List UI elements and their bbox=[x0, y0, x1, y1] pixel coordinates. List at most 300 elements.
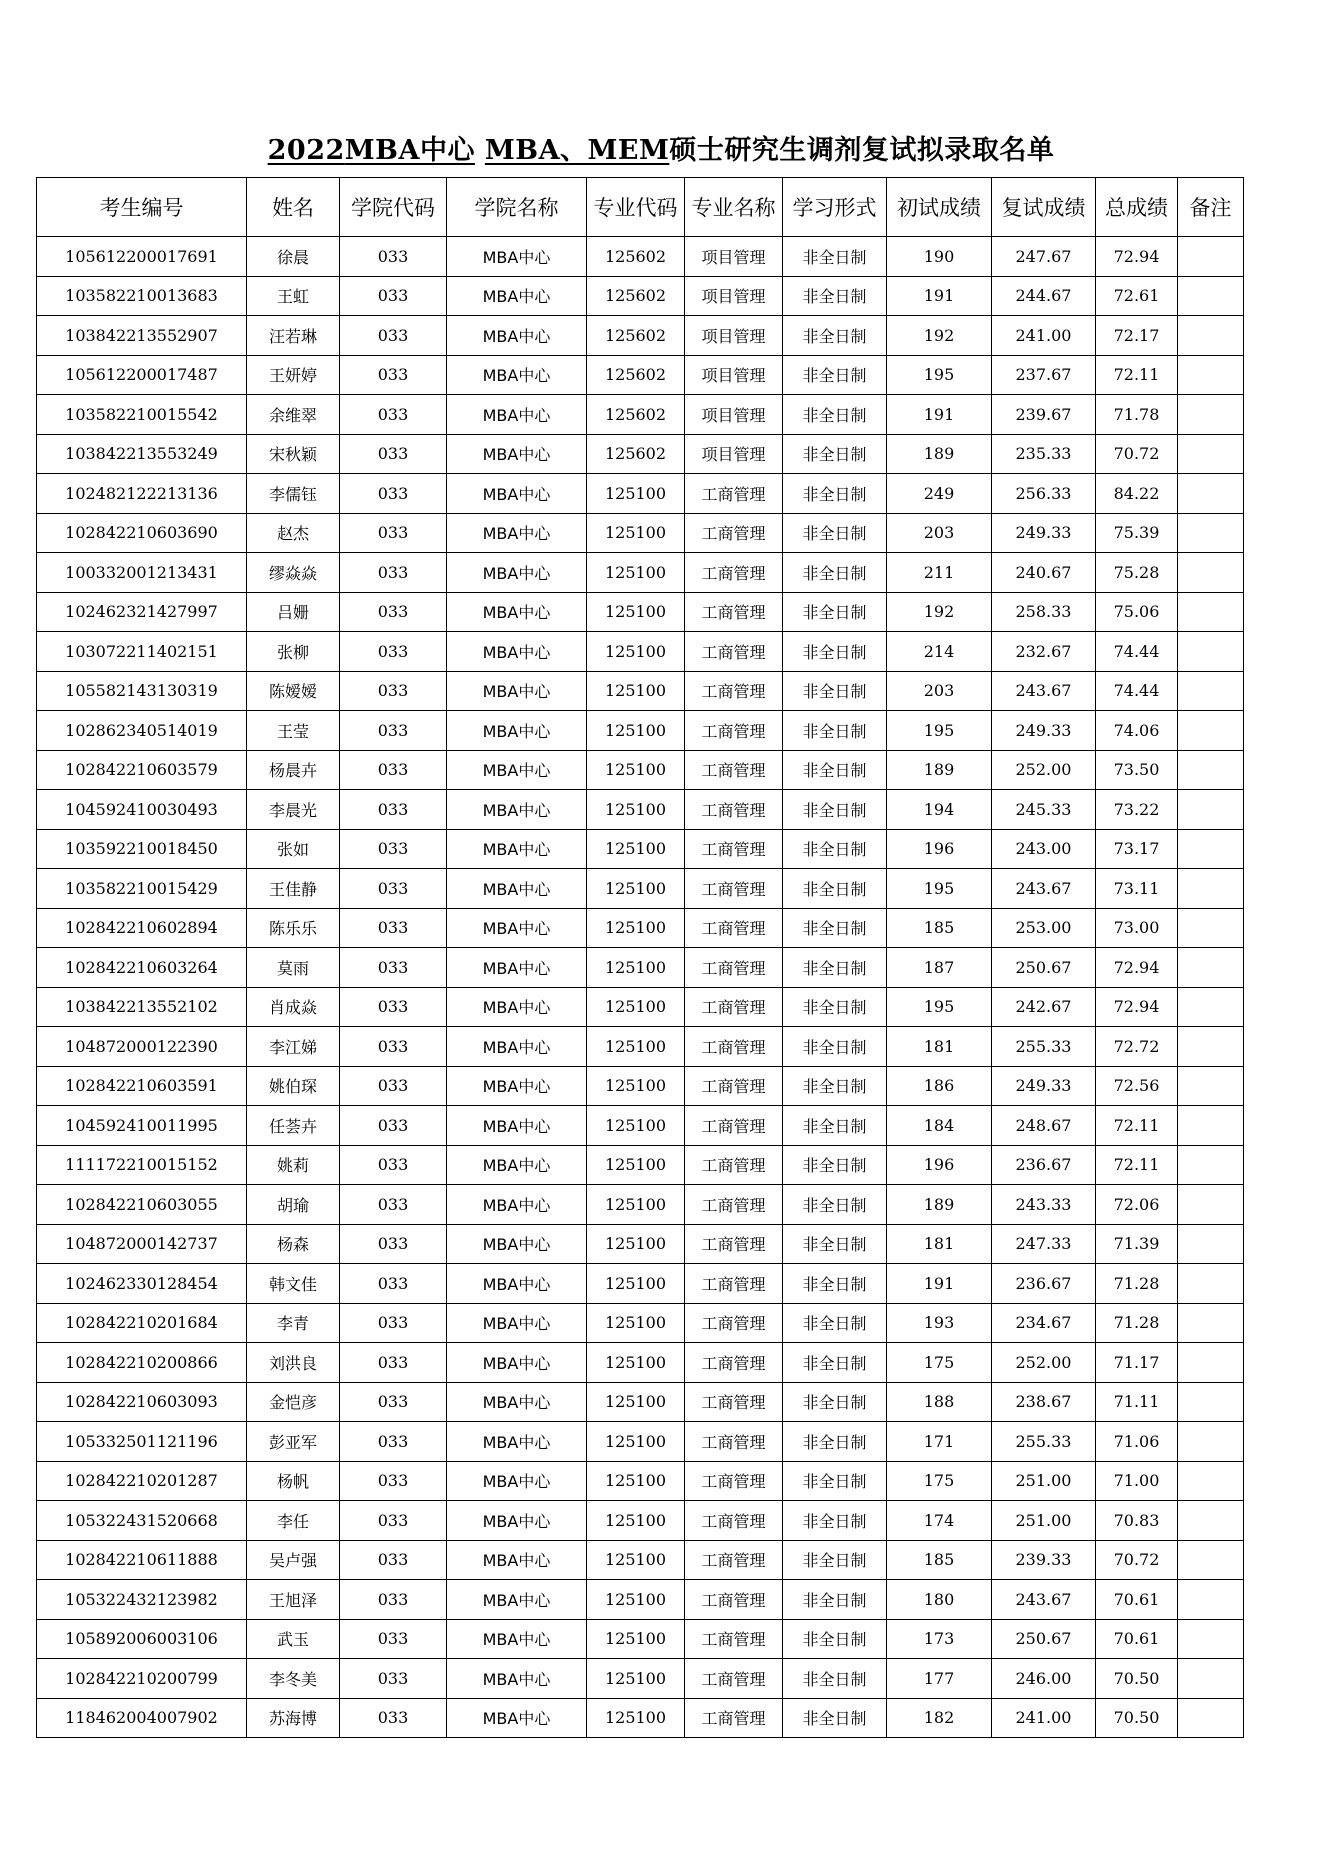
cell-exam-id: 102842210603690 bbox=[37, 513, 247, 553]
cell-major-name: 工商管理 bbox=[685, 1501, 783, 1541]
cell-name: 莫雨 bbox=[247, 948, 340, 988]
column-header-remark: 备注 bbox=[1178, 178, 1244, 237]
cell-prelim-score: 249 bbox=[887, 474, 992, 514]
cell-name: 姚伯琛 bbox=[247, 1066, 340, 1106]
cell-college-code: 033 bbox=[340, 750, 447, 790]
cell-retest-score: 236.67 bbox=[992, 1145, 1096, 1185]
cell-exam-id: 118462004007902 bbox=[37, 1698, 247, 1738]
cell-major-name: 工商管理 bbox=[685, 711, 783, 751]
cell-exam-id: 102842210201287 bbox=[37, 1461, 247, 1501]
cell-college-name: MBA中心 bbox=[447, 750, 587, 790]
cell-remark bbox=[1178, 1659, 1244, 1699]
document-title bbox=[0, 128, 1322, 167]
cell-college-name: MBA中心 bbox=[447, 987, 587, 1027]
cell-remark bbox=[1178, 1303, 1244, 1343]
table-row bbox=[37, 1027, 1244, 1067]
table-row bbox=[37, 829, 1244, 869]
cell-prelim-score: 188 bbox=[887, 1382, 992, 1422]
cell-major-code: 125100 bbox=[587, 750, 685, 790]
cell-major-code: 125100 bbox=[587, 987, 685, 1027]
cell-name: 彭亚军 bbox=[247, 1422, 340, 1462]
cell-major-code: 125100 bbox=[587, 1224, 685, 1264]
cell-exam-id: 104872000142737 bbox=[37, 1224, 247, 1264]
cell-major-code: 125602 bbox=[587, 237, 685, 277]
cell-college-code: 033 bbox=[340, 790, 447, 830]
cell-college-code: 033 bbox=[340, 987, 447, 1027]
cell-prelim-score: 194 bbox=[887, 790, 992, 830]
table-row bbox=[37, 553, 1244, 593]
cell-college-code: 033 bbox=[340, 869, 447, 909]
cell-college-code: 033 bbox=[340, 276, 447, 316]
cell-remark bbox=[1178, 711, 1244, 751]
cell-study-mode: 非全日制 bbox=[783, 355, 887, 395]
cell-prelim-score: 191 bbox=[887, 276, 992, 316]
cell-total-score: 71.28 bbox=[1096, 1264, 1178, 1304]
cell-name: 刘洪良 bbox=[247, 1343, 340, 1383]
table-row bbox=[37, 355, 1244, 395]
cell-retest-score: 236.67 bbox=[992, 1264, 1096, 1304]
cell-name: 王佳静 bbox=[247, 869, 340, 909]
cell-prelim-score: 174 bbox=[887, 1501, 992, 1541]
cell-study-mode: 非全日制 bbox=[783, 276, 887, 316]
table-row bbox=[37, 1343, 1244, 1383]
cell-college-name: MBA中心 bbox=[447, 1501, 587, 1541]
cell-major-code: 125100 bbox=[587, 1027, 685, 1067]
cell-college-code: 033 bbox=[340, 711, 447, 751]
cell-major-code: 125100 bbox=[587, 553, 685, 593]
cell-prelim-score: 196 bbox=[887, 1145, 992, 1185]
cell-study-mode: 非全日制 bbox=[783, 1106, 887, 1146]
cell-name: 李任 bbox=[247, 1501, 340, 1541]
cell-college-name: MBA中心 bbox=[447, 1224, 587, 1264]
cell-college-code: 033 bbox=[340, 553, 447, 593]
cell-major-code: 125602 bbox=[587, 434, 685, 474]
cell-study-mode: 非全日制 bbox=[783, 1303, 887, 1343]
cell-retest-score: 255.33 bbox=[992, 1422, 1096, 1462]
cell-major-name: 工商管理 bbox=[685, 790, 783, 830]
column-header-study-mode: 学习形式 bbox=[783, 178, 887, 237]
cell-major-name: 项目管理 bbox=[685, 395, 783, 435]
cell-major-name: 工商管理 bbox=[685, 1185, 783, 1225]
cell-total-score: 70.50 bbox=[1096, 1659, 1178, 1699]
cell-retest-score: 232.67 bbox=[992, 632, 1096, 672]
column-header-major-code: 专业代码 bbox=[587, 178, 685, 237]
cell-college-code: 033 bbox=[340, 948, 447, 988]
cell-name: 宋秋颖 bbox=[247, 434, 340, 474]
cell-college-code: 033 bbox=[340, 908, 447, 948]
cell-major-name: 工商管理 bbox=[685, 908, 783, 948]
cell-major-name: 工商管理 bbox=[685, 1027, 783, 1067]
table-row bbox=[37, 1619, 1244, 1659]
cell-exam-id: 105332501121196 bbox=[37, 1422, 247, 1462]
cell-major-name: 工商管理 bbox=[685, 592, 783, 632]
cell-remark bbox=[1178, 1619, 1244, 1659]
cell-exam-id: 102862340514019 bbox=[37, 711, 247, 751]
table-row bbox=[37, 1106, 1244, 1146]
cell-college-name: MBA中心 bbox=[447, 1461, 587, 1501]
cell-college-name: MBA中心 bbox=[447, 1698, 587, 1738]
cell-prelim-score: 203 bbox=[887, 513, 992, 553]
cell-retest-score: 239.67 bbox=[992, 395, 1096, 435]
cell-remark bbox=[1178, 1461, 1244, 1501]
cell-study-mode: 非全日制 bbox=[783, 671, 887, 711]
cell-major-name: 工商管理 bbox=[685, 1224, 783, 1264]
cell-college-name: MBA中心 bbox=[447, 1264, 587, 1304]
cell-college-code: 033 bbox=[340, 1027, 447, 1067]
cell-retest-score: 243.67 bbox=[992, 1580, 1096, 1620]
cell-study-mode: 非全日制 bbox=[783, 790, 887, 830]
cell-remark bbox=[1178, 987, 1244, 1027]
cell-remark bbox=[1178, 1422, 1244, 1462]
cell-study-mode: 非全日制 bbox=[783, 711, 887, 751]
table-row bbox=[37, 1066, 1244, 1106]
cell-college-name: MBA中心 bbox=[447, 671, 587, 711]
cell-exam-id: 102482122213136 bbox=[37, 474, 247, 514]
cell-retest-score: 258.33 bbox=[992, 592, 1096, 632]
cell-major-name: 工商管理 bbox=[685, 1461, 783, 1501]
cell-study-mode: 非全日制 bbox=[783, 632, 887, 672]
cell-major-code: 125602 bbox=[587, 395, 685, 435]
cell-prelim-score: 171 bbox=[887, 1422, 992, 1462]
cell-name: 余维翠 bbox=[247, 395, 340, 435]
cell-name: 金恺彦 bbox=[247, 1382, 340, 1422]
cell-remark bbox=[1178, 869, 1244, 909]
cell-total-score: 70.50 bbox=[1096, 1698, 1178, 1738]
cell-name: 陈乐乐 bbox=[247, 908, 340, 948]
cell-exam-id: 103582210013683 bbox=[37, 276, 247, 316]
cell-college-name: MBA中心 bbox=[447, 1619, 587, 1659]
cell-remark bbox=[1178, 355, 1244, 395]
cell-study-mode: 非全日制 bbox=[783, 316, 887, 356]
title-suffix: 硕士研究生调剂复试拟录取名单 bbox=[669, 135, 1055, 166]
cell-study-mode: 非全日制 bbox=[783, 1066, 887, 1106]
cell-name: 任荟卉 bbox=[247, 1106, 340, 1146]
cell-major-code: 125100 bbox=[587, 869, 685, 909]
cell-study-mode: 非全日制 bbox=[783, 1698, 887, 1738]
cell-remark bbox=[1178, 750, 1244, 790]
cell-retest-score: 252.00 bbox=[992, 750, 1096, 790]
title-year: 2022 bbox=[267, 135, 345, 166]
cell-college-code: 033 bbox=[340, 474, 447, 514]
cell-prelim-score: 177 bbox=[887, 1659, 992, 1699]
cell-remark bbox=[1178, 474, 1244, 514]
cell-major-name: 工商管理 bbox=[685, 1066, 783, 1106]
cell-remark bbox=[1178, 948, 1244, 988]
cell-exam-id: 102842210603579 bbox=[37, 750, 247, 790]
cell-exam-id: 104592410030493 bbox=[37, 790, 247, 830]
cell-total-score: 71.00 bbox=[1096, 1461, 1178, 1501]
cell-college-code: 033 bbox=[340, 1698, 447, 1738]
cell-prelim-score: 173 bbox=[887, 1619, 992, 1659]
cell-exam-id: 102842210200799 bbox=[37, 1659, 247, 1699]
cell-college-code: 033 bbox=[340, 671, 447, 711]
cell-retest-score: 248.67 bbox=[992, 1106, 1096, 1146]
table-row bbox=[37, 1185, 1244, 1225]
cell-prelim-score: 193 bbox=[887, 1303, 992, 1343]
cell-remark bbox=[1178, 790, 1244, 830]
cell-college-code: 033 bbox=[340, 1224, 447, 1264]
cell-name: 张柳 bbox=[247, 632, 340, 672]
cell-major-code: 125602 bbox=[587, 276, 685, 316]
table-row bbox=[37, 1698, 1244, 1738]
cell-exam-id: 103072211402151 bbox=[37, 632, 247, 672]
cell-retest-score: 247.33 bbox=[992, 1224, 1096, 1264]
cell-exam-id: 103842213553249 bbox=[37, 434, 247, 474]
cell-name: 苏海博 bbox=[247, 1698, 340, 1738]
cell-total-score: 70.61 bbox=[1096, 1580, 1178, 1620]
table-row bbox=[37, 1382, 1244, 1422]
cell-college-code: 033 bbox=[340, 1461, 447, 1501]
cell-college-code: 033 bbox=[340, 1145, 447, 1185]
cell-name: 王莹 bbox=[247, 711, 340, 751]
cell-college-name: MBA中心 bbox=[447, 1303, 587, 1343]
cell-prelim-score: 196 bbox=[887, 829, 992, 869]
cell-college-name: MBA中心 bbox=[447, 513, 587, 553]
table-row bbox=[37, 434, 1244, 474]
cell-college-code: 033 bbox=[340, 1580, 447, 1620]
cell-name: 李青 bbox=[247, 1303, 340, 1343]
cell-major-name: 工商管理 bbox=[685, 553, 783, 593]
cell-prelim-score: 185 bbox=[887, 908, 992, 948]
cell-major-code: 125100 bbox=[587, 829, 685, 869]
cell-total-score: 72.11 bbox=[1096, 1106, 1178, 1146]
cell-prelim-score: 189 bbox=[887, 1185, 992, 1225]
cell-remark bbox=[1178, 395, 1244, 435]
cell-major-name: 项目管理 bbox=[685, 276, 783, 316]
cell-name: 杨晨卉 bbox=[247, 750, 340, 790]
cell-exam-id: 111172210015152 bbox=[37, 1145, 247, 1185]
cell-name: 徐晨 bbox=[247, 237, 340, 277]
cell-name: 缪焱焱 bbox=[247, 553, 340, 593]
cell-remark bbox=[1178, 1027, 1244, 1067]
cell-total-score: 72.11 bbox=[1096, 1145, 1178, 1185]
cell-name: 张如 bbox=[247, 829, 340, 869]
cell-college-code: 033 bbox=[340, 592, 447, 632]
cell-retest-score: 244.67 bbox=[992, 276, 1096, 316]
cell-name: 赵杰 bbox=[247, 513, 340, 553]
cell-college-name: MBA中心 bbox=[447, 553, 587, 593]
column-header-college-code: 学院代码 bbox=[340, 178, 447, 237]
cell-remark bbox=[1178, 829, 1244, 869]
cell-major-code: 125100 bbox=[587, 1659, 685, 1699]
cell-retest-score: 251.00 bbox=[992, 1501, 1096, 1541]
cell-total-score: 71.39 bbox=[1096, 1224, 1178, 1264]
cell-study-mode: 非全日制 bbox=[783, 1382, 887, 1422]
table-row bbox=[37, 1540, 1244, 1580]
cell-name: 王妍婷 bbox=[247, 355, 340, 395]
cell-exam-id: 105582143130319 bbox=[37, 671, 247, 711]
cell-major-name: 项目管理 bbox=[685, 434, 783, 474]
cell-major-name: 工商管理 bbox=[685, 1580, 783, 1620]
cell-total-score: 72.94 bbox=[1096, 237, 1178, 277]
cell-college-code: 033 bbox=[340, 1422, 447, 1462]
cell-college-name: MBA中心 bbox=[447, 1027, 587, 1067]
cell-major-code: 125602 bbox=[587, 355, 685, 395]
cell-remark bbox=[1178, 513, 1244, 553]
cell-major-name: 工商管理 bbox=[685, 1343, 783, 1383]
cell-exam-id: 103582210015542 bbox=[37, 395, 247, 435]
cell-major-code: 125100 bbox=[587, 1461, 685, 1501]
cell-major-code: 125100 bbox=[587, 711, 685, 751]
cell-study-mode: 非全日制 bbox=[783, 1422, 887, 1462]
cell-remark bbox=[1178, 1501, 1244, 1541]
cell-study-mode: 非全日制 bbox=[783, 1540, 887, 1580]
cell-prelim-score: 190 bbox=[887, 237, 992, 277]
cell-prelim-score: 175 bbox=[887, 1461, 992, 1501]
cell-study-mode: 非全日制 bbox=[783, 1580, 887, 1620]
cell-major-name: 工商管理 bbox=[685, 750, 783, 790]
cell-prelim-score: 182 bbox=[887, 1698, 992, 1738]
cell-exam-id: 103842213552102 bbox=[37, 987, 247, 1027]
cell-major-code: 125100 bbox=[587, 592, 685, 632]
cell-exam-id: 102842210611888 bbox=[37, 1540, 247, 1580]
cell-study-mode: 非全日制 bbox=[783, 829, 887, 869]
title-programs: MBA、MEM bbox=[484, 135, 670, 166]
cell-college-code: 033 bbox=[340, 395, 447, 435]
cell-total-score: 72.94 bbox=[1096, 948, 1178, 988]
table-row bbox=[37, 1422, 1244, 1462]
cell-study-mode: 非全日制 bbox=[783, 948, 887, 988]
cell-major-name: 工商管理 bbox=[685, 1264, 783, 1304]
cell-exam-id: 105612200017487 bbox=[37, 355, 247, 395]
table-row bbox=[37, 1264, 1244, 1304]
cell-college-code: 033 bbox=[340, 1264, 447, 1304]
cell-major-name: 工商管理 bbox=[685, 948, 783, 988]
cell-exam-id: 102842210603093 bbox=[37, 1382, 247, 1422]
cell-major-name: 工商管理 bbox=[685, 1698, 783, 1738]
cell-study-mode: 非全日制 bbox=[783, 1145, 887, 1185]
cell-college-name: MBA中心 bbox=[447, 1106, 587, 1146]
cell-major-code: 125100 bbox=[587, 1619, 685, 1659]
cell-retest-score: 239.33 bbox=[992, 1540, 1096, 1580]
cell-prelim-score: 184 bbox=[887, 1106, 992, 1146]
cell-name: 李冬美 bbox=[247, 1659, 340, 1699]
table-body bbox=[37, 237, 1244, 1738]
cell-retest-score: 249.33 bbox=[992, 513, 1096, 553]
cell-major-code: 125100 bbox=[587, 1382, 685, 1422]
cell-major-code: 125100 bbox=[587, 1185, 685, 1225]
cell-name: 王旭泽 bbox=[247, 1580, 340, 1620]
cell-retest-score: 243.00 bbox=[992, 829, 1096, 869]
cell-exam-id: 102462321427997 bbox=[37, 592, 247, 632]
cell-retest-score: 241.00 bbox=[992, 316, 1096, 356]
cell-college-name: MBA中心 bbox=[447, 1422, 587, 1462]
cell-remark bbox=[1178, 1145, 1244, 1185]
cell-major-code: 125100 bbox=[587, 1580, 685, 1620]
cell-college-code: 033 bbox=[340, 1382, 447, 1422]
cell-exam-id: 105892006003106 bbox=[37, 1619, 247, 1659]
table-row bbox=[37, 1145, 1244, 1185]
cell-remark bbox=[1178, 1580, 1244, 1620]
cell-retest-score: 235.33 bbox=[992, 434, 1096, 474]
cell-remark bbox=[1178, 671, 1244, 711]
table-row bbox=[37, 395, 1244, 435]
cell-college-name: MBA中心 bbox=[447, 908, 587, 948]
table-row bbox=[37, 790, 1244, 830]
cell-total-score: 73.11 bbox=[1096, 869, 1178, 909]
table-row bbox=[37, 1224, 1244, 1264]
cell-retest-score: 256.33 bbox=[992, 474, 1096, 514]
cell-exam-id: 102842210603264 bbox=[37, 948, 247, 988]
cell-major-name: 工商管理 bbox=[685, 1303, 783, 1343]
table-row bbox=[37, 948, 1244, 988]
cell-major-name: 工商管理 bbox=[685, 1106, 783, 1146]
cell-remark bbox=[1178, 434, 1244, 474]
cell-prelim-score: 186 bbox=[887, 1066, 992, 1106]
cell-total-score: 73.00 bbox=[1096, 908, 1178, 948]
cell-major-code: 125100 bbox=[587, 790, 685, 830]
cell-total-score: 75.06 bbox=[1096, 592, 1178, 632]
cell-study-mode: 非全日制 bbox=[783, 908, 887, 948]
cell-study-mode: 非全日制 bbox=[783, 474, 887, 514]
cell-major-code: 125100 bbox=[587, 1501, 685, 1541]
table-row bbox=[37, 869, 1244, 909]
cell-college-code: 033 bbox=[340, 632, 447, 672]
cell-major-code: 125100 bbox=[587, 1145, 685, 1185]
table-row bbox=[37, 987, 1244, 1027]
cell-remark bbox=[1178, 592, 1244, 632]
cell-retest-score: 234.67 bbox=[992, 1303, 1096, 1343]
cell-major-code: 125100 bbox=[587, 1303, 685, 1343]
cell-retest-score: 249.33 bbox=[992, 1066, 1096, 1106]
cell-college-code: 033 bbox=[340, 1106, 447, 1146]
column-header-name: 姓名 bbox=[247, 178, 340, 237]
cell-major-name: 工商管理 bbox=[685, 1540, 783, 1580]
cell-major-name: 工商管理 bbox=[685, 1422, 783, 1462]
cell-study-mode: 非全日制 bbox=[783, 237, 887, 277]
cell-remark bbox=[1178, 276, 1244, 316]
cell-college-code: 033 bbox=[340, 1501, 447, 1541]
cell-remark bbox=[1178, 1540, 1244, 1580]
cell-prelim-score: 195 bbox=[887, 711, 992, 751]
cell-prelim-score: 181 bbox=[887, 1027, 992, 1067]
column-header-retest-score: 复试成绩 bbox=[992, 178, 1096, 237]
table-row bbox=[37, 1461, 1244, 1501]
cell-retest-score: 245.33 bbox=[992, 790, 1096, 830]
cell-remark bbox=[1178, 1698, 1244, 1738]
cell-college-code: 033 bbox=[340, 1540, 447, 1580]
cell-name: 李晨光 bbox=[247, 790, 340, 830]
column-header-total-score: 总成绩 bbox=[1096, 178, 1178, 237]
table-row bbox=[37, 711, 1244, 751]
cell-remark bbox=[1178, 553, 1244, 593]
cell-college-name: MBA中心 bbox=[447, 276, 587, 316]
cell-total-score: 75.28 bbox=[1096, 553, 1178, 593]
cell-college-name: MBA中心 bbox=[447, 237, 587, 277]
cell-total-score: 70.83 bbox=[1096, 1501, 1178, 1541]
cell-college-name: MBA中心 bbox=[447, 1145, 587, 1185]
cell-remark bbox=[1178, 1224, 1244, 1264]
cell-prelim-score: 192 bbox=[887, 592, 992, 632]
cell-remark bbox=[1178, 316, 1244, 356]
cell-name: 王虹 bbox=[247, 276, 340, 316]
cell-total-score: 71.17 bbox=[1096, 1343, 1178, 1383]
cell-prelim-score: 180 bbox=[887, 1580, 992, 1620]
cell-study-mode: 非全日制 bbox=[783, 434, 887, 474]
cell-remark bbox=[1178, 1264, 1244, 1304]
cell-college-code: 033 bbox=[340, 1185, 447, 1225]
cell-name: 杨森 bbox=[247, 1224, 340, 1264]
cell-major-name: 项目管理 bbox=[685, 237, 783, 277]
table-row bbox=[37, 592, 1244, 632]
cell-major-name: 项目管理 bbox=[685, 316, 783, 356]
column-header-major-name: 专业名称 bbox=[685, 178, 783, 237]
cell-major-name: 工商管理 bbox=[685, 513, 783, 553]
cell-exam-id: 105322431520668 bbox=[37, 1501, 247, 1541]
cell-major-code: 125100 bbox=[587, 1698, 685, 1738]
cell-name: 韩文佳 bbox=[247, 1264, 340, 1304]
cell-prelim-score: 195 bbox=[887, 355, 992, 395]
